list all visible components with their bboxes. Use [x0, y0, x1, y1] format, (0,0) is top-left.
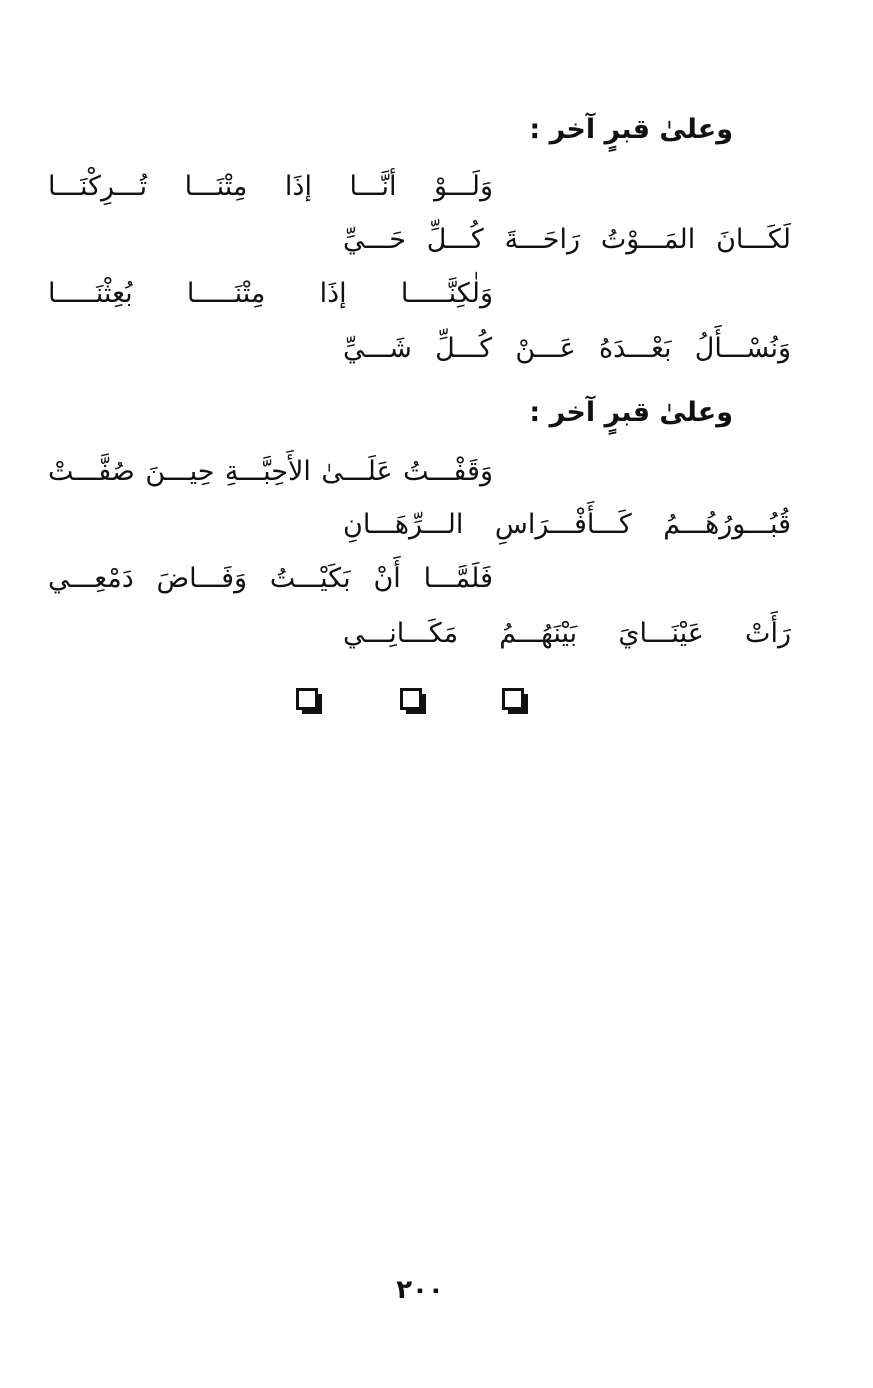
- section-end-ornament: [296, 688, 536, 718]
- section-heading: وعلىٰ قبرٍ آخر :: [529, 397, 733, 428]
- verse-line: وَلٰكِنَّـــــا إذَا مِتْنَـــــا بُعِثْنَـــــا: [48, 278, 493, 309]
- verse-line: رَأَتْ عَيْنَـــايَ بَيْنَهُـــمُ مَكَـــانِـــي: [343, 618, 791, 649]
- page-number: ٢٠٠: [396, 1275, 444, 1305]
- section-heading: وعلىٰ قبرٍ آخر :: [529, 114, 733, 145]
- verse-line: وَنُسْـــأَلُ بَعْـــدَهُ عَـــنْ كُـــلِّ شَـــيِّ: [343, 333, 791, 364]
- square-box-icon: [502, 688, 524, 710]
- square-box-icon: [296, 688, 318, 710]
- verse-line: فَلَمَّـــا أَنْ بَكَيْـــتُ وَفَـــاضَ دَمْعِـــي: [48, 563, 493, 594]
- verse-line: وَقَفْـــتُ عَلَـــىٰ الأَحِبَّـــةِ حِيـــنَ صُفَّـــتْ: [48, 456, 493, 487]
- verse-line: قُبُـــورُهُـــمُ كَـــأَفْـــرَاسِ الـــرِّهَـــانِ: [343, 509, 791, 540]
- verse-line: وَلَـــوْ أنَّـــا إذَا مِتْنَـــا تُـــرِكْنَـــا: [48, 171, 493, 202]
- verse-line: لَكَـــانَ المَـــوْتُ رَاحَـــةَ كُـــلِّ حَـــيِّ: [343, 224, 791, 255]
- square-box-icon: [400, 688, 422, 710]
